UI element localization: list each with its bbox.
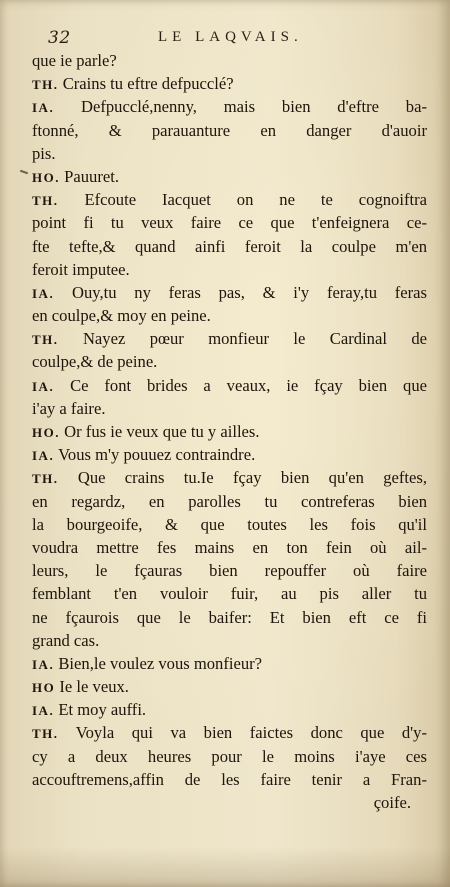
text-line-20 xyxy=(32,490,427,513)
text-line-17 xyxy=(32,420,427,443)
line-text: cy a deux heures pour le moins i'aye ces xyxy=(32,746,427,766)
text-line-27 xyxy=(32,652,427,675)
text-line-9 xyxy=(32,235,427,258)
text-line-11 xyxy=(32,281,427,304)
text-line-33 xyxy=(32,791,427,814)
line-text: en coulpe,& moy en peine. xyxy=(32,306,211,326)
text-line-3 xyxy=(32,95,427,118)
speaker-label: IA. xyxy=(32,100,55,116)
text-line-2 xyxy=(32,72,427,95)
line-text: pis. xyxy=(32,143,56,163)
line-text: coulpe,& de peine. xyxy=(32,352,158,372)
page-number: 32 xyxy=(48,28,71,48)
line-text: Voyla qui va bien faictes donc que d'y- xyxy=(75,723,427,743)
text-line-26 xyxy=(32,629,427,652)
speaker-label: HO. xyxy=(32,425,60,440)
text-line-14 xyxy=(32,350,427,373)
line-text: grand cas. xyxy=(32,630,100,650)
line-text: en regardz, en parolles tu contreferas bien xyxy=(32,491,427,511)
speaker-label: IA. xyxy=(32,378,55,394)
line-text: leurs, le fçauras bien repouffer où faire xyxy=(32,561,427,581)
line-text: Or fus ie veux que tu y ailles. xyxy=(64,422,260,441)
line-text: ftonné, & parauanture en danger d'auoir xyxy=(32,120,427,140)
speaker-label: TH. xyxy=(32,726,59,742)
speaker-label: IA. xyxy=(32,448,55,464)
page-body-text xyxy=(32,49,427,814)
text-line-8 xyxy=(32,211,427,234)
speaker-label: TH. xyxy=(32,471,59,487)
line-text: Ouy,tu ny feras pas, & i'y feray,tu feras xyxy=(71,282,427,302)
text-line-19 xyxy=(32,466,427,489)
line-text: Ie le veux. xyxy=(59,677,129,697)
line-text: Defpucclé,nenny, mais bien d'eftre ba- xyxy=(81,97,427,117)
line-text: Ce font brides a veaux, ie fçay bien que xyxy=(70,375,427,395)
speaker-label: TH. xyxy=(32,332,59,348)
line-text: Nayez pœur monfieur le Cardinal de xyxy=(82,329,427,349)
line-text: Efcoute Iacquet on ne te cognoiftra xyxy=(84,190,427,210)
text-line-12 xyxy=(32,304,427,327)
text-line-4 xyxy=(32,119,427,142)
running-head: LE LAQVAIS. xyxy=(158,29,303,45)
line-text: point fi tu veux faire ce que t'enfeignera ce- xyxy=(32,213,427,233)
text-line-18 xyxy=(32,443,427,466)
line-text: çoife. xyxy=(373,793,411,812)
line-text: fte tefte,& quand ainfi feroit la coulpe m'en xyxy=(32,236,427,256)
line-text: voudra mettre fes mains en ton fein où ail- xyxy=(32,537,427,557)
text-line-7 xyxy=(32,188,427,211)
line-text: Vous m'y pouuez contraindre. xyxy=(58,445,256,465)
speaker-label: IA. xyxy=(32,656,55,672)
speaker-label: TH. xyxy=(32,193,59,209)
text-line-32 xyxy=(32,768,427,791)
speaker-label: IA. xyxy=(32,703,55,719)
line-text: la bourgeoife, & que toutes les fois qu'il xyxy=(32,514,427,534)
speaker-label: IA. xyxy=(32,285,55,301)
line-text: Bien,le voulez vous monfieur? xyxy=(58,653,263,673)
line-text: Pauuret. xyxy=(64,166,119,186)
text-line-10 xyxy=(32,258,427,281)
line-text: Crains tu eftre defpucclé? xyxy=(62,74,234,94)
text-line-23 xyxy=(32,559,427,582)
speaker-label: TH. xyxy=(32,77,59,93)
text-line-21 xyxy=(32,513,427,536)
line-text: que ie parle? xyxy=(32,51,117,70)
text-line-22 xyxy=(32,536,427,559)
text-line-5 xyxy=(32,142,427,165)
text-line-31 xyxy=(32,745,427,768)
text-line-28 xyxy=(32,675,427,698)
text-line-15 xyxy=(32,374,427,397)
text-line-13 xyxy=(32,327,427,350)
text-line-6 xyxy=(32,165,427,188)
text-line-24 xyxy=(32,582,427,605)
line-text: i'ay a faire. xyxy=(32,398,106,418)
text-line-1 xyxy=(32,49,427,72)
margin-mark xyxy=(20,170,28,175)
text-line-25 xyxy=(32,606,427,629)
text-line-29 xyxy=(32,698,427,721)
text-line-30 xyxy=(32,721,427,744)
line-text: feroit imputee. xyxy=(32,259,130,279)
speaker-label: HO xyxy=(32,680,56,696)
line-text: femblant t'en vouloir fuir, au pis aller tu xyxy=(32,584,427,604)
line-text: Que crains tu.Ie fçay bien qu'en geftes, xyxy=(77,468,427,488)
line-text: Et moy auffi. xyxy=(58,700,147,720)
text-line-16 xyxy=(32,397,427,420)
line-text: ne fçaurois que le baifer: Et bien eft ce fi xyxy=(32,607,427,627)
line-text: accouftremens,affin de les faire tenir a Fran- xyxy=(32,769,427,789)
speaker-label: HO. xyxy=(32,169,60,185)
